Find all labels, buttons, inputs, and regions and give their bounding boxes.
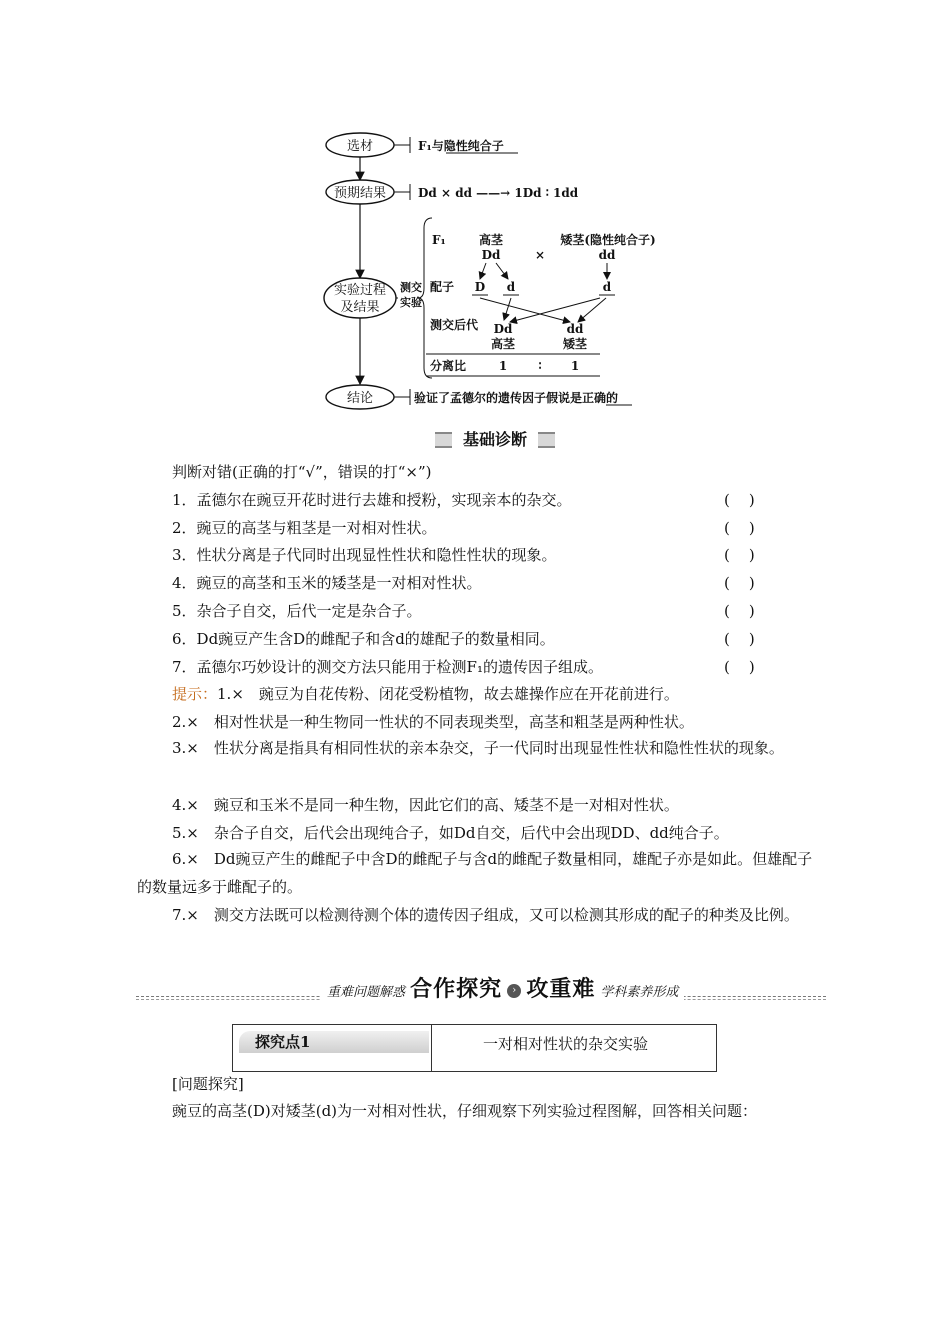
node-conclusion-label: 结论 bbox=[346, 391, 374, 406]
gamete-label: 配子 bbox=[430, 280, 455, 294]
testcross-label-1: 测交 bbox=[400, 281, 422, 294]
gamete-d1: d bbox=[506, 280, 516, 294]
banner-title-a: 合作探究 bbox=[410, 977, 503, 1002]
predict-text: Dd × dd ——→ 1Dd ∶ 1dd bbox=[418, 186, 579, 200]
hint-3: 3.× 性状分离是指具有相同性状的亲本杂交，子一代同时出现显性性状和隐性性状的现象。 bbox=[172, 739, 784, 757]
genotype-Dd: Dd bbox=[481, 248, 501, 262]
gamete-D: D bbox=[474, 280, 486, 294]
instruction: 判断对错(正确的打“√”，错误的打“×”) bbox=[172, 463, 432, 481]
dwarf-label: 矮茎(隐性纯合子) bbox=[560, 233, 656, 247]
node-predict-label: 预期结果 bbox=[333, 186, 387, 201]
hint-1 bbox=[172, 684, 679, 704]
banner-title-b: 攻重难 bbox=[526, 977, 596, 1002]
banner-arrow-icon: › bbox=[507, 984, 521, 998]
question-6: 6．Dd豌豆产生含D的雌配子和含d的雄配子的数量相同。 bbox=[172, 630, 555, 648]
hint-5: 5.× 杂合子自交，后代会出现纯合子，如Dd自交，后代中会出现DD、dd纯合子。 bbox=[172, 824, 729, 842]
hint-7: 7.× 测交方法既可以检测待测个体的遗传因子组成，又可以检测其形成的配子的种类及比例。 bbox=[172, 906, 799, 924]
testcross-label-2: 实验 bbox=[400, 296, 422, 309]
f1-label: F₁ bbox=[432, 233, 446, 247]
banner-right: 学科素养形成 bbox=[600, 985, 679, 1000]
answer-paren-3: ( ) bbox=[724, 546, 755, 564]
offspring-Dd: Dd bbox=[493, 322, 513, 336]
hint-label: 提示： bbox=[172, 685, 218, 703]
explore-title: 一对相对性状的杂交实验 bbox=[483, 1035, 649, 1053]
answer-paren-1: ( ) bbox=[724, 491, 755, 509]
node-process-label-2: 及结果 bbox=[340, 300, 380, 315]
offspring-tall: 高茎 bbox=[490, 337, 516, 351]
node-process-label-1: 实验过程 bbox=[333, 283, 387, 298]
hint-6: 6.× Dd豌豆产生的雌配子中含D的雌配子与含d的雌配子数量相同，雄配子亦是如此。但雄配子的数量远多于雌配子的。 bbox=[137, 850, 813, 896]
explore-box bbox=[232, 1024, 717, 1072]
tall-label: 高茎 bbox=[478, 233, 504, 247]
banner-left: 重难问题解惑 bbox=[327, 985, 406, 1000]
question-2: 2．豌豆的高茎与粗茎是一对相对性状。 bbox=[172, 519, 437, 537]
offspring-label: 测交后代 bbox=[430, 318, 479, 332]
question-1: 1．孟德尔在豌豆开花时进行去雄和授粉，实现亲本的杂交。 bbox=[172, 491, 572, 509]
offspring-dd: dd bbox=[566, 322, 584, 336]
answer-paren-4: ( ) bbox=[724, 574, 755, 592]
question-5: 5．杂合子自交，后代一定是杂合子。 bbox=[172, 602, 422, 620]
section-title: 基础诊断 bbox=[462, 430, 528, 449]
ratio-1b: 1 bbox=[570, 359, 580, 373]
hint-4: 4.× 豌豆和玉米不是同一种生物，因此它们的高、矮茎不是一对相对性状。 bbox=[172, 796, 679, 814]
answer-paren-7: ( ) bbox=[724, 658, 755, 676]
conclusion-text: 验证了孟德尔的遗传因子假说是正确的 bbox=[414, 391, 619, 405]
node-select-label: 选材 bbox=[346, 139, 374, 154]
answer-paren-6: ( ) bbox=[724, 630, 755, 648]
problem-heading: [问题探究] bbox=[172, 1075, 244, 1093]
gamete-d2: d bbox=[602, 280, 612, 294]
explore-label: 探究点1 bbox=[255, 1033, 311, 1051]
answer-paren-2: ( ) bbox=[724, 519, 755, 537]
ratio-label: 分离比 bbox=[430, 359, 467, 373]
experiment-flow-diagram bbox=[0, 0, 950, 460]
explore-divider bbox=[431, 1025, 432, 1071]
section-banner bbox=[136, 972, 826, 1002]
select-text: F₁与隐性纯合子 bbox=[418, 139, 504, 153]
problem-text: 豌豆的高茎(D)对矮茎(d)为一对相对性状，仔细观察下列实验过程图解，回答相关问题： bbox=[172, 1102, 758, 1120]
cross-sign: × bbox=[534, 248, 546, 262]
ratio-1a: 1 bbox=[498, 359, 508, 373]
genotype-dd: dd bbox=[598, 248, 616, 262]
ratio-colon: ∶ bbox=[538, 359, 542, 373]
hint-item-1: 1.× 豌豆为自花传粉、闭花受粉植物，故去雄操作应在开花前进行。 bbox=[217, 685, 679, 703]
question-4: 4．豌豆的高茎和玉米的矮茎是一对相对性状。 bbox=[172, 574, 482, 592]
question-7: 7．孟德尔巧妙设计的测交方法只能用于检测F₁的遗传因子组成。 bbox=[172, 658, 603, 676]
answer-paren-5: ( ) bbox=[724, 602, 755, 620]
question-3: 3．性状分离是子代同时出现显性性状和隐性性状的现象。 bbox=[172, 546, 557, 564]
offspring-dwarf: 矮茎 bbox=[562, 337, 588, 351]
hint-2: 2.× 相对性状是一种生物同一性状的不同表现类型，高茎和粗茎是两种性状。 bbox=[172, 713, 694, 731]
